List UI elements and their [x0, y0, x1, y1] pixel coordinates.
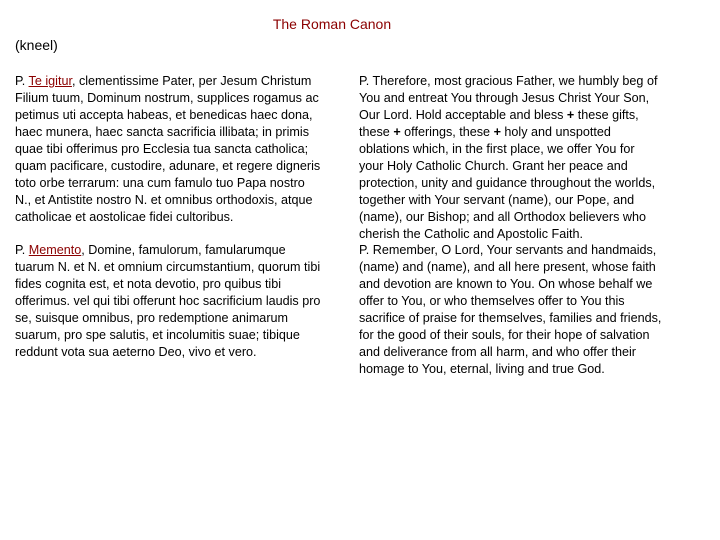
english-paragraph-remember [359, 242, 705, 378]
incipit-te-igitur: Te igitur [28, 74, 72, 88]
latin-text: , Domine, famulorum, famularumque tuarum N. et N. et omnium circumstantium, quorum tibi fides cognita est, et nota devotio, pro quibus tibi offerimus. vel qui tibi offerunt hoc sacrificium laudis pro se, suisque omnibus, pro redemptione animarum suarum, pro spe salutis, et incolumitis suae; tibique reddunt vota sua aeterno Deo, vivo et vero. [15, 243, 321, 359]
page-title: The Roman Canon [272, 16, 392, 32]
english-text: P. Remember, O Lord, Your servants and handmaids, (name) and (name), and all here present, whose faith and devotion are known to You. On whose behalf we offer to You, or who themselves offer to You this sacrifice of praise for themselves, families and friends, for the good of their souls, for their hope of salvation and deliverance from all harm, and who offer their homage to You, eternal, living and true God. [359, 243, 662, 376]
latin-text: , clementissime Pater, per Jesum Christum Filium tuum, Dominum nostrum, supplices rogamus ac petimus uti accepta habeas, et benedicas haec dona, haec munera, haec sancta sacrificia illibata; in primis quae tibi offerimus pro Ecclesia tua sancta catholica; quam pacificare, custodire, adunare, et regere digneris toto orbe terrarum: una cum famulo tuo Papa nostro N., et Antistite nostro N. et omnibus orthodoxis, atque catholicae et aostolicae fidei cultoribus. [15, 74, 321, 224]
cross-sign-icon: + [393, 125, 401, 139]
latin-paragraph-te-igitur [15, 73, 359, 226]
incipit-memento: Memento [28, 243, 82, 257]
latin-paragraph-memento [15, 242, 359, 361]
rubric-kneel: (kneel) [15, 37, 58, 53]
speaker-label: P. [15, 74, 29, 88]
english-text: holy and unspotted oblations which, in the first place, we offer You for your Holy Catholic Church. Grant her peace and protection, unity and guidance throughout the worlds, together with Your servant (name), our Pope, and (name), our Bishop; and all Orthodox believers who cherish the Catholic and Apostolic Faith. [359, 125, 656, 241]
cross-sign-icon: + [566, 108, 575, 122]
english-text: offerings, these [400, 125, 494, 139]
english-text: P. Therefore, most gracious Father, we humbly beg of You and entreat You through Jesus Christ Your Son, Our Lord. Hold acceptable and bless [359, 74, 658, 122]
cross-sign-icon: + [493, 125, 501, 139]
english-paragraph-therefore [359, 73, 705, 243]
speaker-label: P. [15, 243, 29, 257]
english-text: these gifts, these [359, 108, 639, 139]
